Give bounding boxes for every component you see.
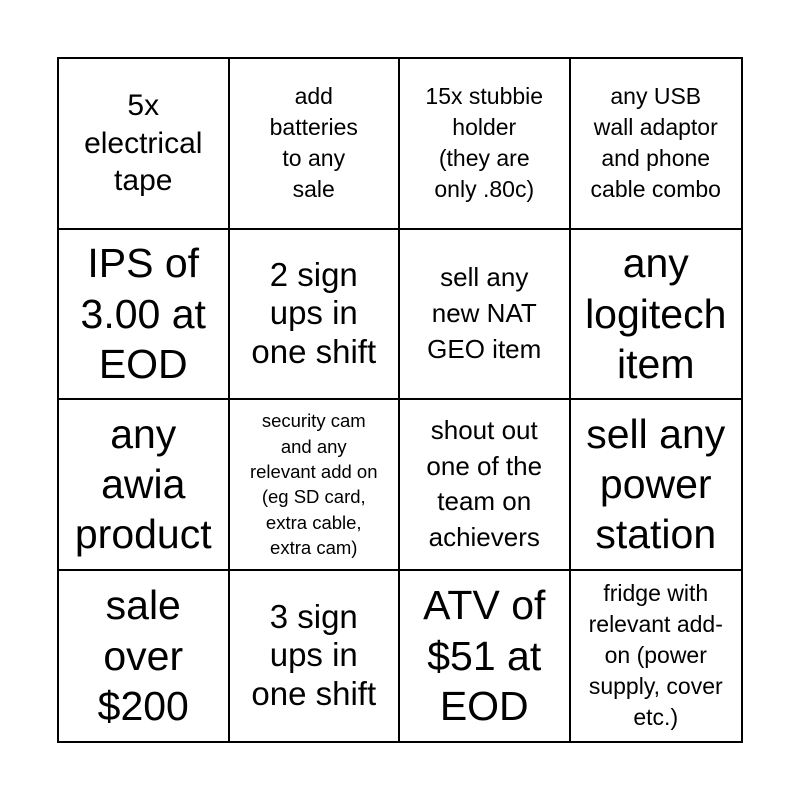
bingo-cell[interactable] xyxy=(571,400,742,571)
bingo-cell-text: fridge with relevant add- on (power supply, cover etc.) xyxy=(588,580,723,731)
bingo-cell[interactable] xyxy=(59,59,230,230)
bingo-cell-text: 3 sign ups in one shift xyxy=(251,597,377,713)
bingo-cell[interactable] xyxy=(400,59,571,230)
bingo-cell[interactable] xyxy=(571,230,742,401)
bingo-cell-text: sell any power station xyxy=(586,410,726,558)
bingo-cell[interactable] xyxy=(571,59,742,230)
bingo-cell-text: sale over $200 xyxy=(97,582,189,729)
bingo-cell-text: 5x electrical tape xyxy=(84,89,203,197)
bingo-cell[interactable] xyxy=(59,230,230,401)
bingo-cell[interactable] xyxy=(400,230,571,401)
bingo-cell[interactable] xyxy=(230,400,401,571)
bingo-cell[interactable] xyxy=(59,571,230,742)
bingo-cell[interactable] xyxy=(400,400,571,571)
bingo-cell-text: 2 sign ups in one shift xyxy=(251,255,377,371)
bingo-cell-text: any USB wall adaptor and phone cable combo xyxy=(590,83,721,203)
bingo-cell[interactable] xyxy=(571,571,742,742)
bingo-cell[interactable] xyxy=(59,400,230,571)
bingo-board xyxy=(57,57,743,743)
bingo-cell[interactable] xyxy=(230,571,401,742)
bingo-cell[interactable] xyxy=(400,571,571,742)
bingo-cell-text: sell any new NAT GEO item xyxy=(427,262,542,364)
bingo-cell-text: ATV of $51 at EOD xyxy=(423,582,546,729)
bingo-cell-text: any logitech item xyxy=(585,240,727,387)
bingo-cell-text: IPS of 3.00 at EOD xyxy=(80,240,206,387)
bingo-cell-text: 15x stubbie holder (they are only .80c) xyxy=(425,83,544,203)
bingo-cell[interactable] xyxy=(230,59,401,230)
bingo-cell-text: shout out one of the team on achievers xyxy=(426,415,543,552)
bingo-cell[interactable] xyxy=(230,230,401,401)
bingo-cell-text: any awia product xyxy=(74,410,212,558)
bingo-cell-text: security cam and any relevant add on (eg SD card, extra cable, extra cam) xyxy=(249,410,378,558)
bingo-cell-text: add batteries to any sale xyxy=(269,83,358,203)
